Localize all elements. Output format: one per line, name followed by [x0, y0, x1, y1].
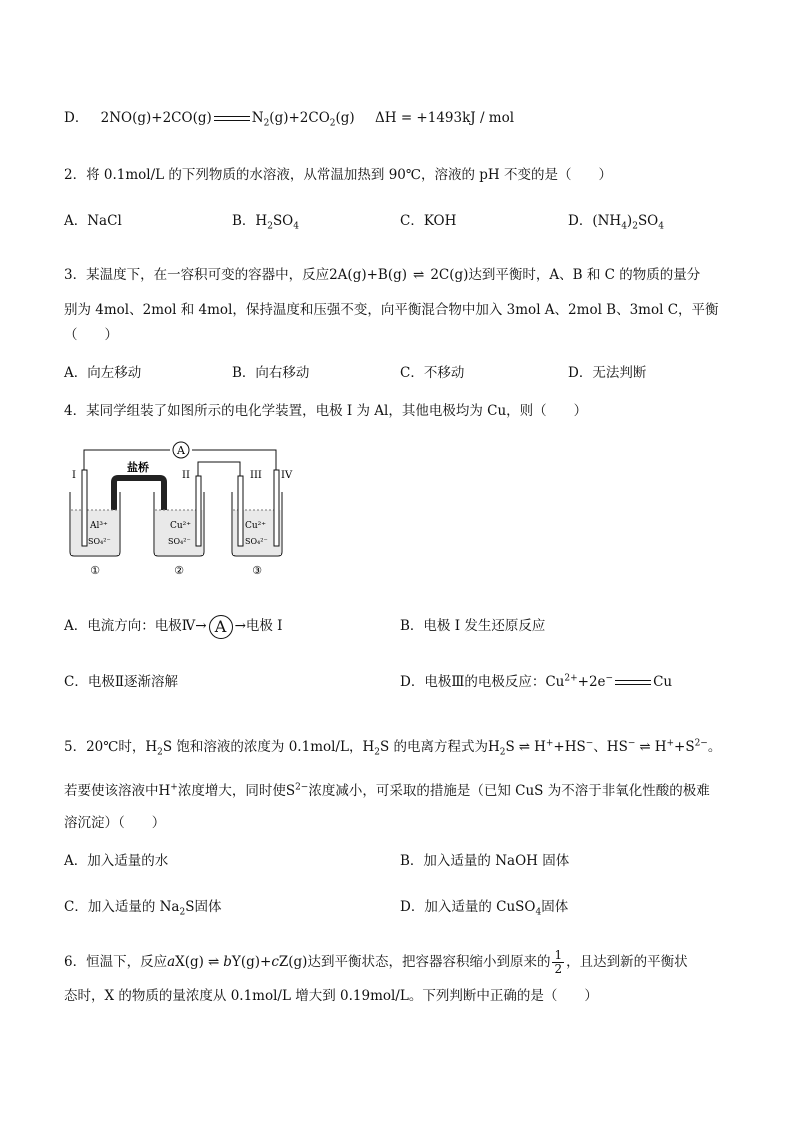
q3-stem: 3．某温度下，在一容积可变的容器中，反应2A(g)+B(g) ⇌ 2C(g)达到平衡时，A、B 和 C 的物质的量分	[64, 267, 701, 283]
beaker-3-ion: Cu²⁺	[245, 521, 267, 531]
electrode-4	[274, 470, 279, 546]
q5-option-a[interactable]: A．加入适量的水	[64, 853, 169, 869]
beaker-1-ion: Al³⁺	[90, 521, 108, 531]
q3-line2: 别为 4mol、2mol 和 4mol，保持温度和压强不变，向平衡混合物中加入 3mol A、2mol B、3mol C，平衡	[64, 302, 719, 318]
ammeter-icon: A	[209, 615, 233, 639]
q5-stem: 5．20℃时，$H_2S$ 饱和溶液的浓度为 0.1mol/L，$H_2S$ 的电离方程式为$H_2S$ ⇌ H++HS−、HS− ⇌ $H^++S^{2-}$。	[64, 738, 722, 758]
beaker-1-anion: SO₄²⁻	[88, 537, 111, 546]
q4-option-b[interactable]: B．电极 I 发生还原反应	[400, 618, 546, 634]
reversible-arrow-icon: ⇌	[413, 267, 425, 283]
q1-option-d: D． 2NO(g)+2CO(g) $N_2(g)+2CO_2(g) \Delta H = +1493kJ$ / mol	[64, 110, 515, 129]
q4-option-d[interactable]: D．电极Ⅲ的电极反应：$Cu^{2+}+2e^-$ Cu	[400, 673, 673, 690]
q3-option-b[interactable]: B．向右移动	[232, 365, 310, 381]
q5-option-c[interactable]: C．加入适量的 $Na_2S$固体	[64, 899, 222, 918]
q4-stem: 4．某同学组装了如图所示的电化学装置，电极 I 为 Al，其他电极均为 Cu，则（ ）	[64, 403, 588, 419]
q3-option-c[interactable]: C．不移动	[400, 365, 465, 381]
wire-right	[192, 450, 276, 470]
beaker-1-number: ①	[90, 564, 100, 577]
q2-stem: 2．将 0.1mol/L 的下列物质的水溶液，从常温加热到 90℃，溶液的 pH 不变的是（ ）	[64, 167, 612, 183]
reversible-arrow-icon: ⇌	[518, 739, 531, 755]
equal-arrow-icon	[214, 115, 250, 123]
reversible-arrow-icon: ⇌	[639, 739, 651, 755]
q6-stem: 6．恒温下，反应aX(g) ⇌ bY(g)+cZ(g)达到平衡状态，把容器容积缩小到原来的 $\frac{1}{2}$ ，且达到新的平衡状	[64, 948, 688, 976]
electrode-1	[82, 470, 87, 546]
q6-line2: 态时，X 的物质的量浓度从 0.1mol/L 增大到 0.19mol/L。下列判断中正确的是（ ）	[64, 988, 598, 1004]
electrode-3	[238, 476, 243, 546]
q2-option-d[interactable]: D．$(NH_4)_2SO_4$	[568, 213, 664, 232]
q5-line2: 若要使该溶液中H+浓度增大，同时使$S^{2-}$浓度减小，可采取的措施是（已知 CuS 为不溶于非氧化性酸的极难	[64, 782, 710, 799]
q3-option-d[interactable]: D．无法判断	[568, 365, 647, 381]
beaker-2-number: ②	[174, 564, 184, 577]
q4-option-c[interactable]: C．电极Ⅱ逐渐溶解	[64, 674, 179, 690]
beaker-2-ion: Cu²⁺	[170, 521, 192, 531]
reversible-arrow-icon: ⇌	[207, 954, 220, 970]
beaker-3-number: ③	[252, 564, 262, 577]
ammeter-label: A	[177, 444, 185, 457]
q4-option-a[interactable]: A．电流方向：电极Ⅳ→ A →电极 I	[64, 614, 283, 639]
salt-bridge-label: 盐桥	[127, 461, 149, 474]
electrode-label-3: III	[250, 470, 262, 481]
q3-line3: （ ）	[64, 327, 118, 343]
electrode-2	[196, 476, 201, 546]
q5-line3: 溶沉淀）（ ）	[64, 815, 166, 831]
equal-arrow-icon	[615, 679, 651, 687]
q2-option-c[interactable]: C．KOH	[400, 213, 457, 229]
electrode-label-2: II	[182, 470, 190, 481]
q3-option-a[interactable]: A．向左移动	[64, 365, 142, 381]
q5-option-b[interactable]: B．加入适量的 NaOH 固体	[400, 853, 570, 869]
q5-option-d[interactable]: D．加入适量的 CuSO$_4$固体	[400, 899, 569, 918]
electrode-label-4: IV	[281, 470, 293, 481]
q2-option-a[interactable]: A．NaCl	[64, 213, 122, 229]
fraction-one-half: $\frac{1}{2}$	[554, 948, 563, 976]
beaker-2-anion: SO₄²⁻	[168, 537, 191, 546]
electrode-label-1: I	[72, 470, 76, 481]
q2-option-b[interactable]: B．$H_2SO_4$	[232, 213, 299, 232]
electrochemical-apparatus-figure	[64, 438, 293, 580]
wire-middle	[198, 462, 240, 476]
beaker-3-anion: SO₄²⁻	[245, 537, 268, 546]
